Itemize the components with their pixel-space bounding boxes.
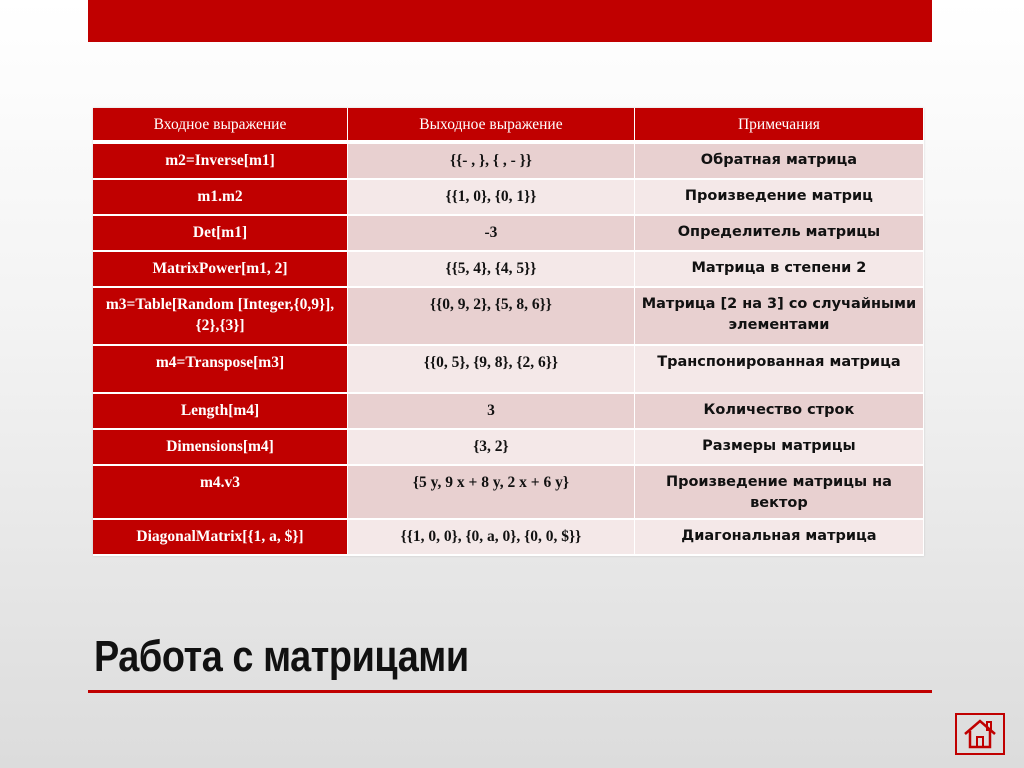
cell-input: m1.m2 — [93, 180, 348, 216]
header-notes: Примечания — [635, 108, 924, 144]
header-output: Выходное выражение — [348, 108, 635, 144]
table-row — [93, 394, 924, 430]
top-accent-bar — [88, 0, 932, 42]
home-button[interactable] — [955, 713, 1005, 755]
cell-output: {{1, 0, 0}, {0, a, 0}, {0, 0, $}} — [348, 520, 635, 556]
cell-output: {3, 2} — [348, 430, 635, 466]
cell-output: {{0, 9, 2}, {5, 8, 6}} — [348, 288, 635, 346]
table-row — [93, 466, 924, 520]
cell-output: {{0, 5}, {9, 8}, {2, 6}} — [348, 346, 635, 394]
slide-title: Работа с матрицами — [94, 632, 469, 681]
matrix-functions-table — [93, 108, 924, 556]
cell-input: m4=Transpose[m3] — [93, 346, 348, 394]
cell-input: m2=Inverse[m1] — [93, 144, 348, 180]
table-row — [93, 252, 924, 288]
cell-note: Определитель матрицы — [635, 216, 924, 252]
table-row — [93, 430, 924, 466]
cell-output: -3 — [348, 216, 635, 252]
table-row — [93, 144, 924, 180]
cell-note: Матрица в степени 2 — [635, 252, 924, 288]
cell-output: 3 — [348, 394, 635, 430]
cell-note: Произведение матриц — [635, 180, 924, 216]
header-input: Входное выражение — [93, 108, 348, 144]
cell-output: {5 y, 9 x + 8 y, 2 x + 6 y} — [348, 466, 635, 520]
cell-input: m4.v3 — [93, 466, 348, 520]
cell-input: Length[m4] — [93, 394, 348, 430]
home-icon — [962, 718, 998, 750]
table-row — [93, 520, 924, 556]
cell-input: Dimensions[m4] — [93, 430, 348, 466]
cell-input: DiagonalMatrix[{1, a, $}] — [93, 520, 348, 556]
cell-note: Матрица [2 на 3] со случайными элементами — [635, 288, 924, 346]
cell-note: Размеры матрицы — [635, 430, 924, 466]
cell-note: Транспонированная матрица — [635, 346, 924, 394]
cell-note: Обратная матрица — [635, 144, 924, 180]
cell-output: {{5, 4}, {4, 5}} — [348, 252, 635, 288]
table-row — [93, 216, 924, 252]
cell-note: Количество строк — [635, 394, 924, 430]
cell-note: Произведение матрицы на вектор — [635, 466, 924, 520]
title-underline — [88, 690, 932, 693]
cell-output: {{- , }, { , - }} — [348, 144, 635, 180]
table-row — [93, 288, 924, 346]
cell-input: m3=Table[Random [Integer,{0,9}],{2},{3}] — [93, 288, 348, 346]
table-row — [93, 180, 924, 216]
cell-note: Диагональная матрица — [635, 520, 924, 556]
cell-input: MatrixPower[m1, 2] — [93, 252, 348, 288]
cell-input: Det[m1] — [93, 216, 348, 252]
cell-output: {{1, 0}, {0, 1}} — [348, 180, 635, 216]
table-row — [93, 346, 924, 394]
table-header-row — [93, 108, 924, 144]
